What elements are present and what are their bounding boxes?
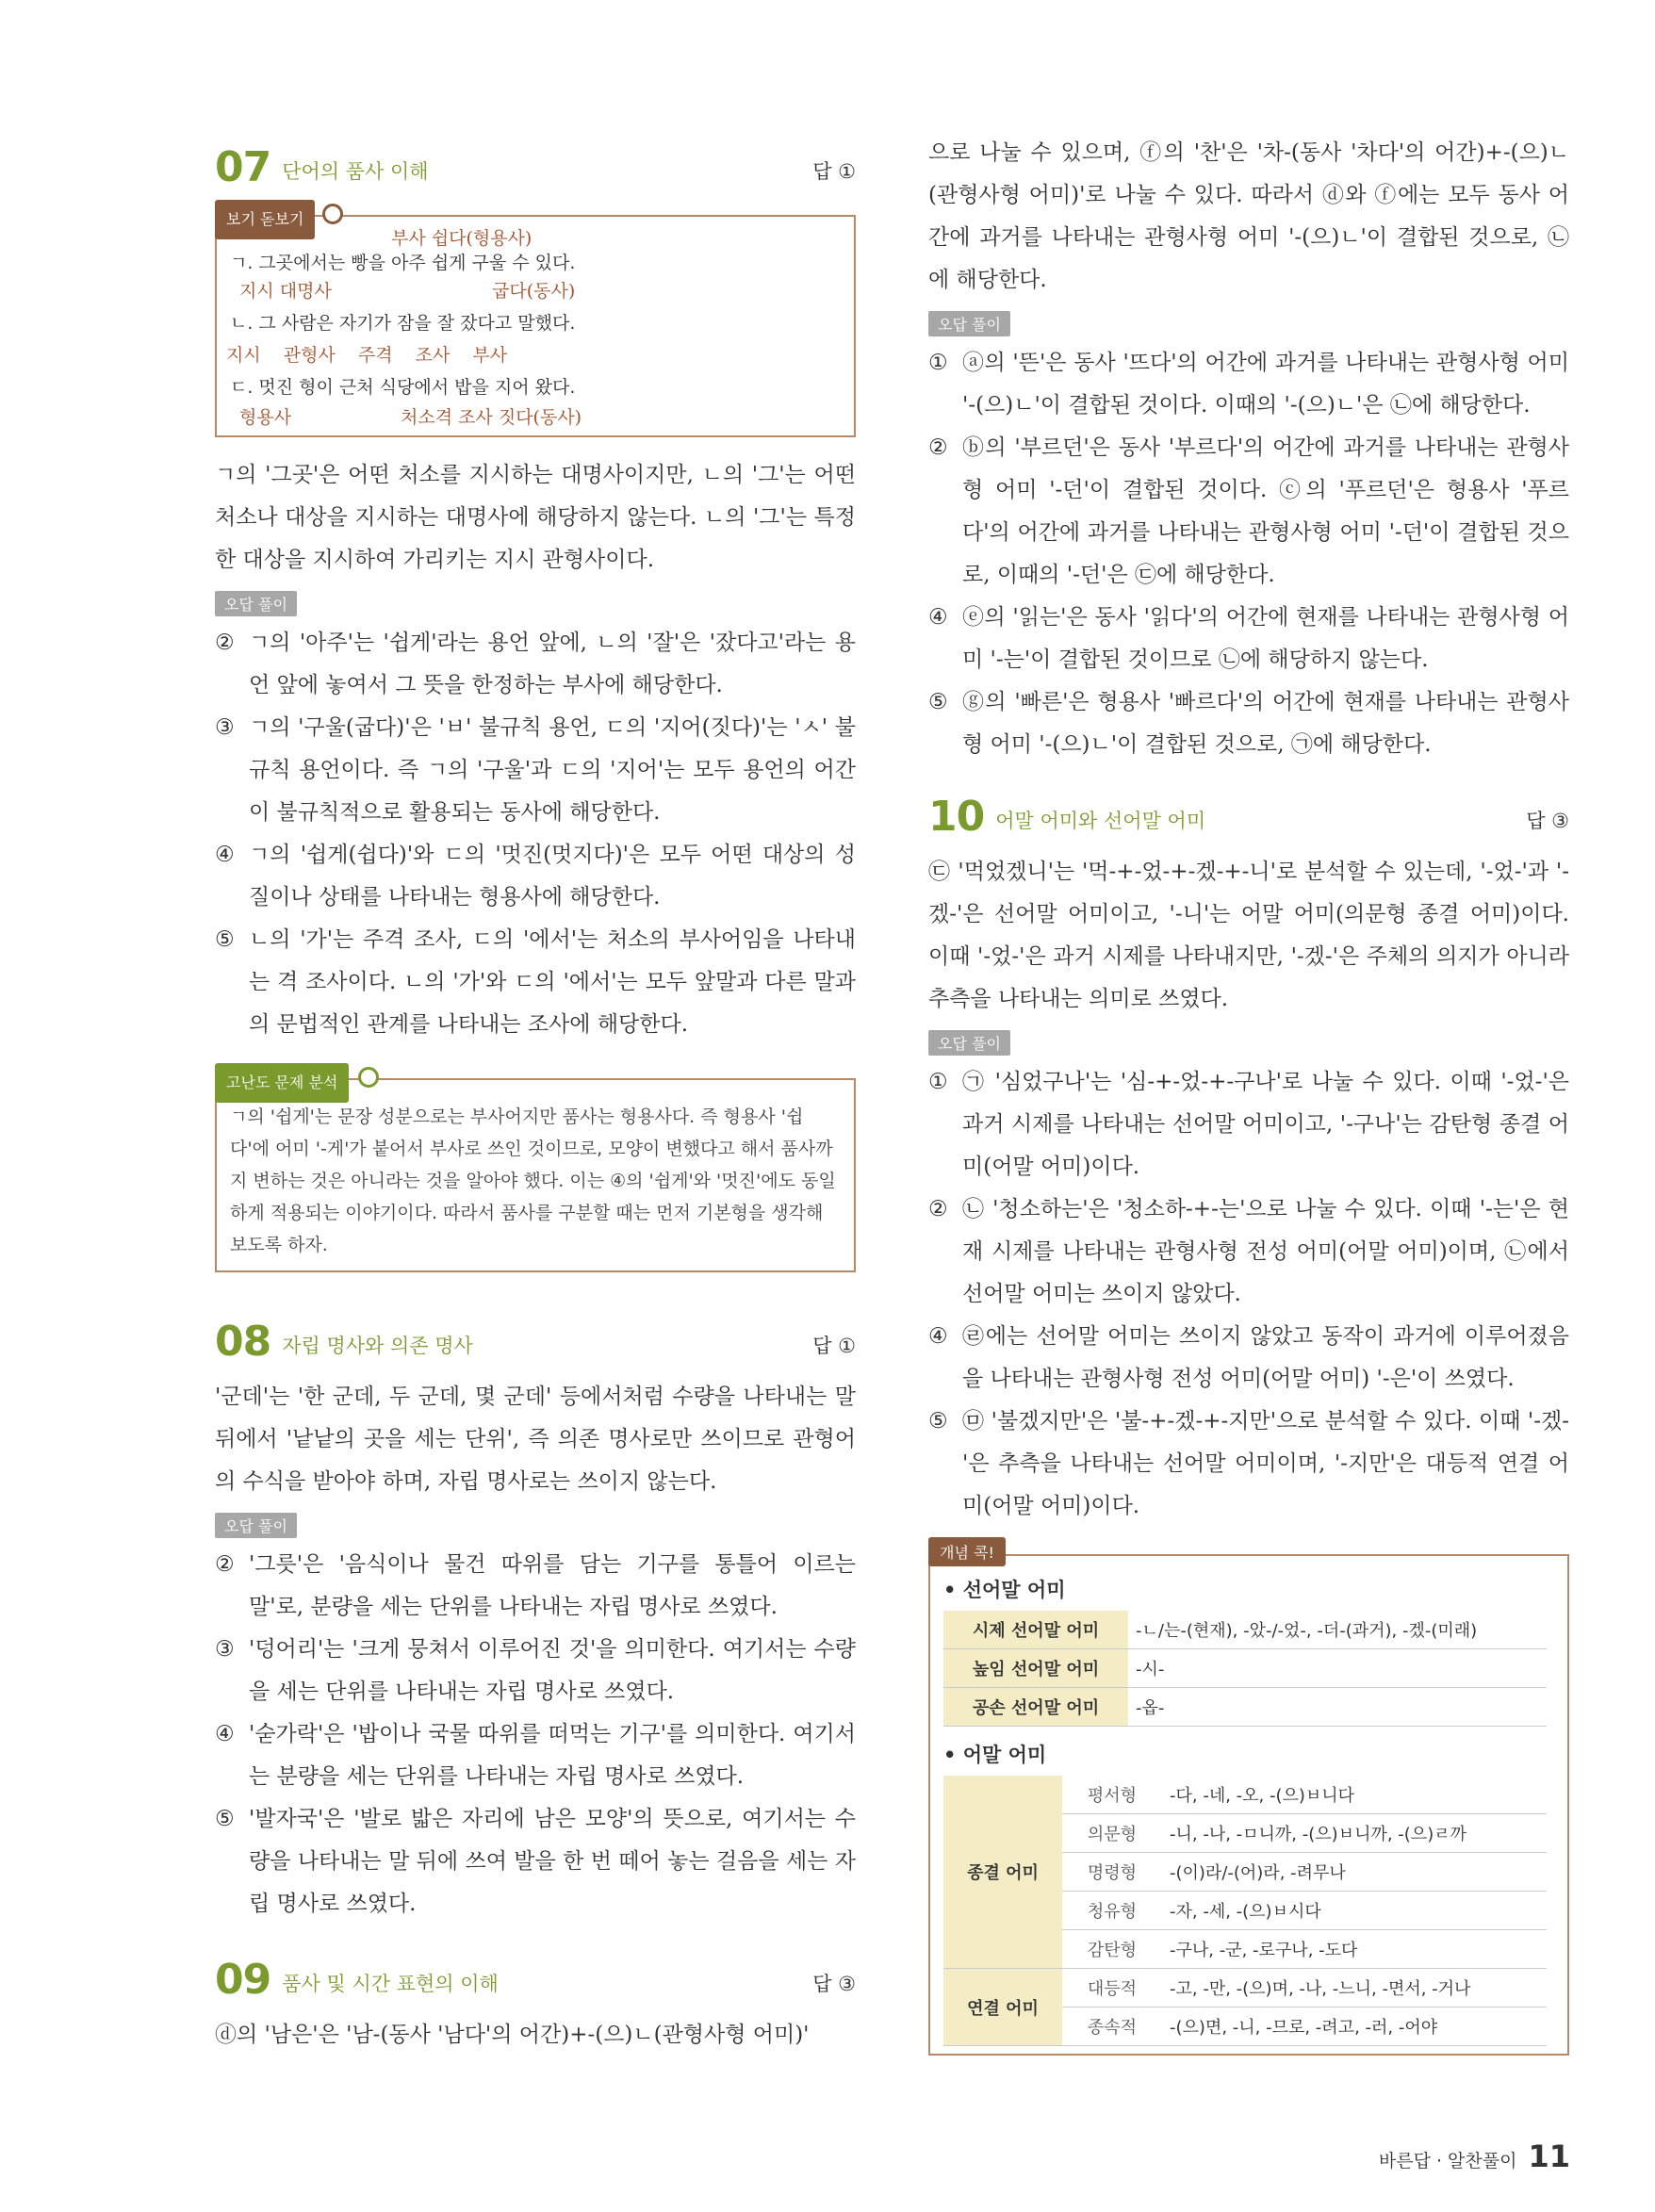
question-title: 단어의 품사 이해 xyxy=(282,160,429,183)
wrong-answer-list xyxy=(215,1544,856,1925)
annotation: 부사 쉽다(형용사) xyxy=(391,228,533,249)
annotation: 굽다(동사) xyxy=(492,281,576,302)
answer-label: 답 ③ xyxy=(812,1973,856,1995)
table-row: 높임 선어말 어미 -시- xyxy=(943,1649,1547,1688)
bogi-label: 보기 돋보기 xyxy=(215,200,315,239)
page-number: 11 xyxy=(1528,2138,1570,2174)
annotation: 형용사 xyxy=(239,407,292,428)
list-item: ② ㄱ의 '아주'는 '쉽게'라는 용언 앞에, ㄴ의 '잘'은 '잤다고'라는 용언 앞에 놓여서 그 뜻을 한정하는 부사에 해당한다. xyxy=(215,631,856,697)
magnifier-icon xyxy=(358,1067,379,1088)
hard-analysis-label: 고난도 문제 분석 xyxy=(215,1063,349,1103)
right-column xyxy=(928,132,1569,2056)
answer-label: 답 ① xyxy=(812,1335,856,1357)
annotation: 지시 관형사 주격 조사 부사 xyxy=(226,345,508,366)
question-07-header xyxy=(215,132,856,191)
question-10-header xyxy=(928,781,1569,841)
list-item: ④ ㄱ의 '쉽게(쉽다)'와 ㄷ의 '멋진(멋지다)'은 모두 어떤 대상의 성질이나 상태를 나타내는 형용사에 해당한다. xyxy=(215,843,856,909)
list-item: ① ㉠ '심었구나'는 '심-+-었-+-구나'로 나눌 수 있다. 이때 '-었-'은 과거 시제를 나타내는 선어말 어미이고, '-구나'는 감탄형 종결 어미(어말 어미)이다. xyxy=(928,1070,1569,1179)
footer-label: 바른답 · 알찬풀이 xyxy=(1378,2151,1517,2171)
table-row: 청유형 -자, -세, -(으)ㅂ시다 xyxy=(943,1892,1547,1930)
concept-box xyxy=(928,1544,1569,2056)
left-column xyxy=(215,132,856,2056)
list-item: ② ㉡ '청소하는'은 '청소하-+-는'으로 나눌 수 있다. 이때 '-는'은 현재 시제를 나타내는 관형사형 전성 어미(어말 어미)이며, ㉡에서 선어말 어미는 쓰이지 않았다. xyxy=(928,1197,1569,1306)
list-item: ② ⓑ의 '부르던'은 동사 '부르다'의 어간에 과거를 나타내는 관형사형 어미 '-던'이 결합된 것이다. ⓒ의 '푸르던'은 형용사 '푸르다'의 어간에 과거를 나타내는 관형사형 어미 '-던'이 결합된 것으로, 이때의 '-던'은 ㉢에 해당한다. xyxy=(928,435,1569,587)
list-item: ③ '덩어리'는 '크게 뭉쳐서 이루어진 것'을 의미한다. 여기서는 수량을 세는 단위를 나타내는 자립 명사로 쓰였다. xyxy=(215,1637,856,1704)
table-row: 종결 어미 평서형 -다, -네, -오, -(으)ㅂ니다 xyxy=(943,1776,1547,1814)
question-number: 08 xyxy=(215,1318,271,1366)
annotation: 지시 대명사 xyxy=(239,281,332,302)
explanation: '군데'는 '한 군데, 두 군데, 몇 군데' 등에서처럼 수량을 나타내는 말 뒤에서 '낱낱의 곳을 세는 단위', 즉 의존 명사로만 쓰이므로 관형어의 수식을 받아야 하며, 자립 명사로는 쓰이지 않는다. xyxy=(215,1385,856,1494)
magnifier-icon xyxy=(322,204,343,224)
question-title: 자립 명사와 의존 명사 xyxy=(282,1335,473,1357)
table-row: 의문형 -니, -나, -ㅁ니까, -(으)ㅂ니까, -(으)ㄹ까 xyxy=(943,1814,1547,1853)
section-heading: • 선어말 어미 xyxy=(943,1579,1066,1601)
table-row: 시제 선어말 어미 -ㄴ/는-(현재), -았-/-었-, -더-(과거), -겠-(미래) xyxy=(943,1611,1547,1649)
wrong-answer-tag: 오답 풀이 xyxy=(928,311,1010,336)
list-item: ② '그릇'은 '음식이나 물건 따위를 담는 기구를 통틀어 이르는 말'로, 분량을 세는 단위를 나타내는 자립 명사로 쓰였다. xyxy=(215,1552,856,1619)
question-08-header xyxy=(215,1306,856,1366)
question-title: 어말 어미와 선어말 어미 xyxy=(995,810,1206,832)
annotation: 처소격 조사 짓다(동사) xyxy=(401,407,582,428)
wrong-answer-list xyxy=(928,1061,1569,1528)
concept-label: 개념 콕! xyxy=(928,1537,1006,1566)
example-sentence: ㄷ. 멋진 형이 근처 식당에서 밥을 지어 왔다. xyxy=(230,377,576,398)
bogi-box xyxy=(215,210,856,437)
hard-analysis-box xyxy=(215,1073,856,1272)
wrong-answer-list xyxy=(928,342,1569,766)
table-row: 명령형 -(이)라/-(어)라, -려무나 xyxy=(943,1853,1547,1892)
list-item: ④ ㉣에는 선어말 어미는 쓰이지 않았고 동작이 과거에 이루어졌음을 나타내는 관형사형 전성 어미(어말 어미) '-은'이 쓰였다. xyxy=(928,1324,1569,1391)
section-heading: • 어말 어미 xyxy=(943,1744,1047,1766)
question-number: 10 xyxy=(928,793,985,841)
table-row: 종속적 -(으)면, -니, -므로, -려고, -러, -어야 xyxy=(943,2007,1547,2046)
list-item: ③ ㄱ의 '구울(굽다)'은 'ㅂ' 불규칙 용언, ㄷ의 '지어(짓다)'는 'ㅅ' 불규칙 용언이다. 즉 ㄱ의 '구울'과 ㄷ의 '지어'는 모두 용언의 어간이 불규칙적으로 활용되는 동사에 해당한다. xyxy=(215,715,856,825)
question-number: 07 xyxy=(215,143,271,191)
question-number: 09 xyxy=(215,1956,271,2004)
table-row: 감탄형 -구나, -군, -로구나, -도다 xyxy=(943,1930,1547,1969)
list-item: ⑤ ㄴ의 '가'는 주격 조사, ㄷ의 '에서'는 처소의 부사어임을 나타내는 격 조사이다. ㄴ의 '가'와 ㄷ의 '에서'는 모두 앞말과 다른 말과의 문법적인 관계를 나타내는 조사에 해당한다. xyxy=(215,927,856,1037)
wrong-answer-tag: 오답 풀이 xyxy=(215,591,297,616)
answer-label: 답 ③ xyxy=(1526,810,1569,832)
list-item: ⑤ '발자국'은 '발로 밟은 자리에 남은 모양'의 뜻으로, 여기서는 수량을 나타내는 말 뒤에 쓰여 발을 한 번 떼어 놓는 걸음을 세는 자립 명사로 쓰였다. xyxy=(215,1807,856,1916)
answer-label: 답 ① xyxy=(812,160,856,183)
page-footer xyxy=(1379,2138,1570,2174)
question-09-header xyxy=(215,1944,856,2004)
wrong-answer-tag: 오답 풀이 xyxy=(928,1030,1010,1056)
explanation-continued: 으로 나눌 수 있으며, ⓕ의 '찬'은 '차-(동사 '차다'의 어간)+-(으)ㄴ(관형사형 어미)'로 나눌 수 있다. 따라서 ⓓ와 ⓕ에는 모두 동사 어간에 과거를 나타내는 관형사형 어미 '-(으)ㄴ'이 결합된 것으로, ㉡에 해당한다. xyxy=(928,140,1569,292)
question-title: 품사 및 시간 표현의 이해 xyxy=(282,1973,499,1995)
note-text: ㄱ의 '쉽게'는 문장 성분으로는 부사어지만 품사는 형용사다. 즉 형용사 '쉽다'에 어미 '-게'가 붙어서 부사로 쓰인 것이므로, 모양이 변했다고 해서 품사까지 변하는 것은 아니라는 것을 알아야 했다. 이는 ④의 '쉽게'와 '멋진'에도 동일하게 적용되는 이야기이다. 따라서 품사를 구분할 때는 먼저 기본형을 생각해 보도록 하자. xyxy=(230,1106,836,1255)
wrong-answer-tag: 오답 풀이 xyxy=(215,1513,297,1538)
list-item: ④ ⓔ의 '읽는'은 동사 '읽다'의 어간에 현재를 나타내는 관형사형 어미 '-는'이 결합된 것이므로 ㉡에 해당하지 않는다. xyxy=(928,605,1569,672)
explanation: ㉢ '먹었겠니'는 '먹-+-었-+-겠-+-니'로 분석할 수 있는데, '-었-'과 '-겠-'은 선어말 어미이고, '-니'는 어말 어미(의문형 종결 어미)이다. 이때 '-었-'은 과거 시제를 나타내지만, '-겠-'은 주체의 의지가 아니라 추측을 나타내는 의미로 쓰였다. xyxy=(928,860,1569,1011)
example-sentence: ㄱ. 그곳에서는 빵을 아주 쉽게 구울 수 있다. xyxy=(230,253,576,273)
table-row: 공손 선어말 어미 -옵- xyxy=(943,1688,1547,1727)
list-item: ④ '숟가락'은 '밥이나 국물 따위를 떠먹는 기구'를 의미한다. 여기서는 분량을 세는 단위를 나타내는 자립 명사로 쓰였다. xyxy=(215,1722,856,1789)
pre-final-ending-table xyxy=(943,1611,1547,1727)
table-row: 연결 어미 대등적 -고, -만, -(으)며, -나, -느니, -면서, -거나 xyxy=(943,1969,1547,2007)
explanation: ⓓ의 '남은'은 '남-(동사 '남다'의 어간)+-(으)ㄴ(관형사형 어미)' xyxy=(215,2023,810,2047)
wrong-answer-list xyxy=(215,622,856,1046)
list-item: ⑤ ⓖ의 '빠른'은 형용사 '빠르다'의 어간에 현재를 나타내는 관형사형 어미 '-(으)ㄴ'이 결합된 것으로, ㉠에 해당한다. xyxy=(928,690,1569,757)
final-ending-table xyxy=(943,1776,1547,2046)
example-sentence: ㄴ. 그 사람은 자기가 잠을 잘 잤다고 말했다. xyxy=(230,313,576,334)
list-item: ⑤ ㉤ '불겠지만'은 '불-+-겠-+-지만'으로 분석할 수 있다. 이때 '-겠-'은 추측을 나타내는 선어말 어미이며, '-지만'은 대등적 연결 어미(어말 어미)이다. xyxy=(928,1409,1569,1518)
list-item: ① ⓐ의 '뜬'은 동사 '뜨다'의 어간에 과거를 나타내는 관형사형 어미 '-(으)ㄴ'이 결합된 것이다. 이때의 '-(으)ㄴ'은 ㉡에 해당한다. xyxy=(928,351,1569,418)
explanation: ㄱ의 '그곳'은 어떤 처소를 지시하는 대명사이지만, ㄴ의 '그'는 어떤 처소나 대상을 지시하는 대명사에 해당하지 않는다. ㄴ의 '그'는 특정한 대상을 지시하여 가리키는 지시 관형사이다. xyxy=(215,463,856,572)
